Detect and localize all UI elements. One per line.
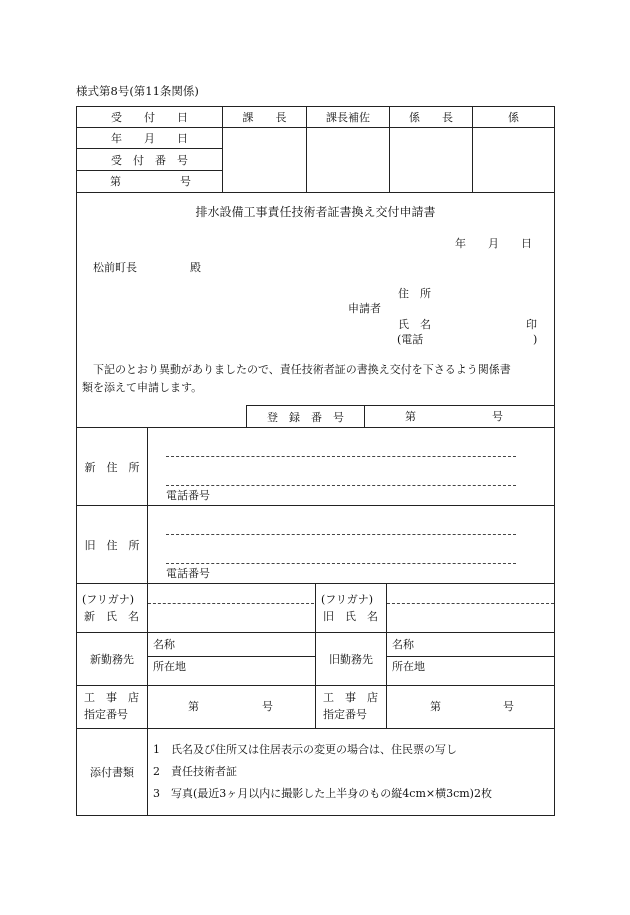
old-contractor-go: 号	[503, 700, 514, 713]
applicant-name-label: 氏 名	[398, 318, 431, 331]
form-title: 排水設備工事責任技術者証書換え交付申請書	[195, 204, 436, 219]
new-contractor-label-line1: 工 事 店	[84, 691, 139, 704]
applicant-phone-close: )	[533, 333, 538, 346]
applicant-address-label: 住 所	[398, 287, 431, 300]
registration-number-label: 登 録 番 号	[267, 410, 344, 424]
registration-go: 号	[492, 410, 503, 423]
staff-header: 係	[508, 111, 519, 124]
body-text-line-1: 下記のとおり異動がありましたので、責任技術者証の書換え交付を下さるよう関係書	[93, 363, 511, 376]
honorific: 殿	[190, 261, 201, 274]
section-chief-header: 課 長	[242, 111, 287, 124]
body-text-line-2: 類を添えて申請します。	[82, 381, 203, 394]
new-name-furigana-label: (フリガナ)	[82, 593, 135, 606]
new-workplace-name-label: 名称	[153, 638, 175, 651]
subsection-chief-header: 係 長	[409, 111, 453, 124]
new-contractor-go: 号	[262, 700, 273, 713]
deputy-chief-header: 課長補佐	[326, 111, 370, 124]
old-workplace-name-label: 名称	[392, 638, 414, 651]
applicant-label: 申請者	[348, 302, 381, 315]
new-contractor-dai: 第	[188, 700, 199, 713]
attachment-item-2: 2 責任技術者証	[153, 765, 237, 778]
form-number: 様式第8号(第11条関係)	[76, 84, 199, 98]
received-ymd: 年 月 日	[111, 132, 188, 145]
old-name-furigana-label: (フリガナ)	[321, 593, 374, 606]
new-contractor-label-line2: 指定番号	[84, 708, 128, 721]
old-address-label: 旧 住 所	[84, 538, 140, 552]
old-contractor-dai: 第	[430, 700, 441, 713]
receipt-number-label: 受 付 番 号	[111, 153, 188, 167]
new-address-label: 新 住 所	[84, 460, 140, 474]
old-name-label: 旧 氏 名	[323, 610, 378, 623]
old-workplace-label: 旧勤務先	[329, 653, 373, 666]
attachment-item-3: 3 写真(最近3ヶ月以内に撮影した上半身のもの縦4cm×横3cm)2枚	[153, 787, 492, 800]
new-name-label: 新 氏 名	[84, 610, 139, 623]
attachment-item-1: 1 氏名及び住所又は住居表示の変更の場合は、住民票の写し	[153, 743, 457, 756]
new-workplace-location-label: 所在地	[153, 660, 186, 673]
registration-dai: 第	[405, 410, 416, 423]
new-workplace-label: 新勤務先	[90, 653, 134, 666]
old-address-phone-label: 電話番号	[166, 567, 210, 580]
applicant-phone-open: (電話	[397, 333, 424, 346]
old-workplace-location-label: 所在地	[392, 660, 425, 673]
old-contractor-label-line2: 指定番号	[323, 708, 367, 721]
seal-mark: 印	[526, 318, 537, 331]
attachments-label: 添付書類	[90, 766, 134, 779]
receipt-go: 号	[180, 175, 191, 188]
receipt-dai: 第	[110, 175, 121, 188]
received-date-header: 受 付 日	[111, 111, 188, 124]
old-contractor-label-line1: 工 事 店	[323, 691, 378, 704]
new-address-phone-label: 電話番号	[166, 489, 210, 502]
application-date: 年 月 日	[455, 237, 532, 250]
addressee: 松前町長	[93, 261, 137, 274]
